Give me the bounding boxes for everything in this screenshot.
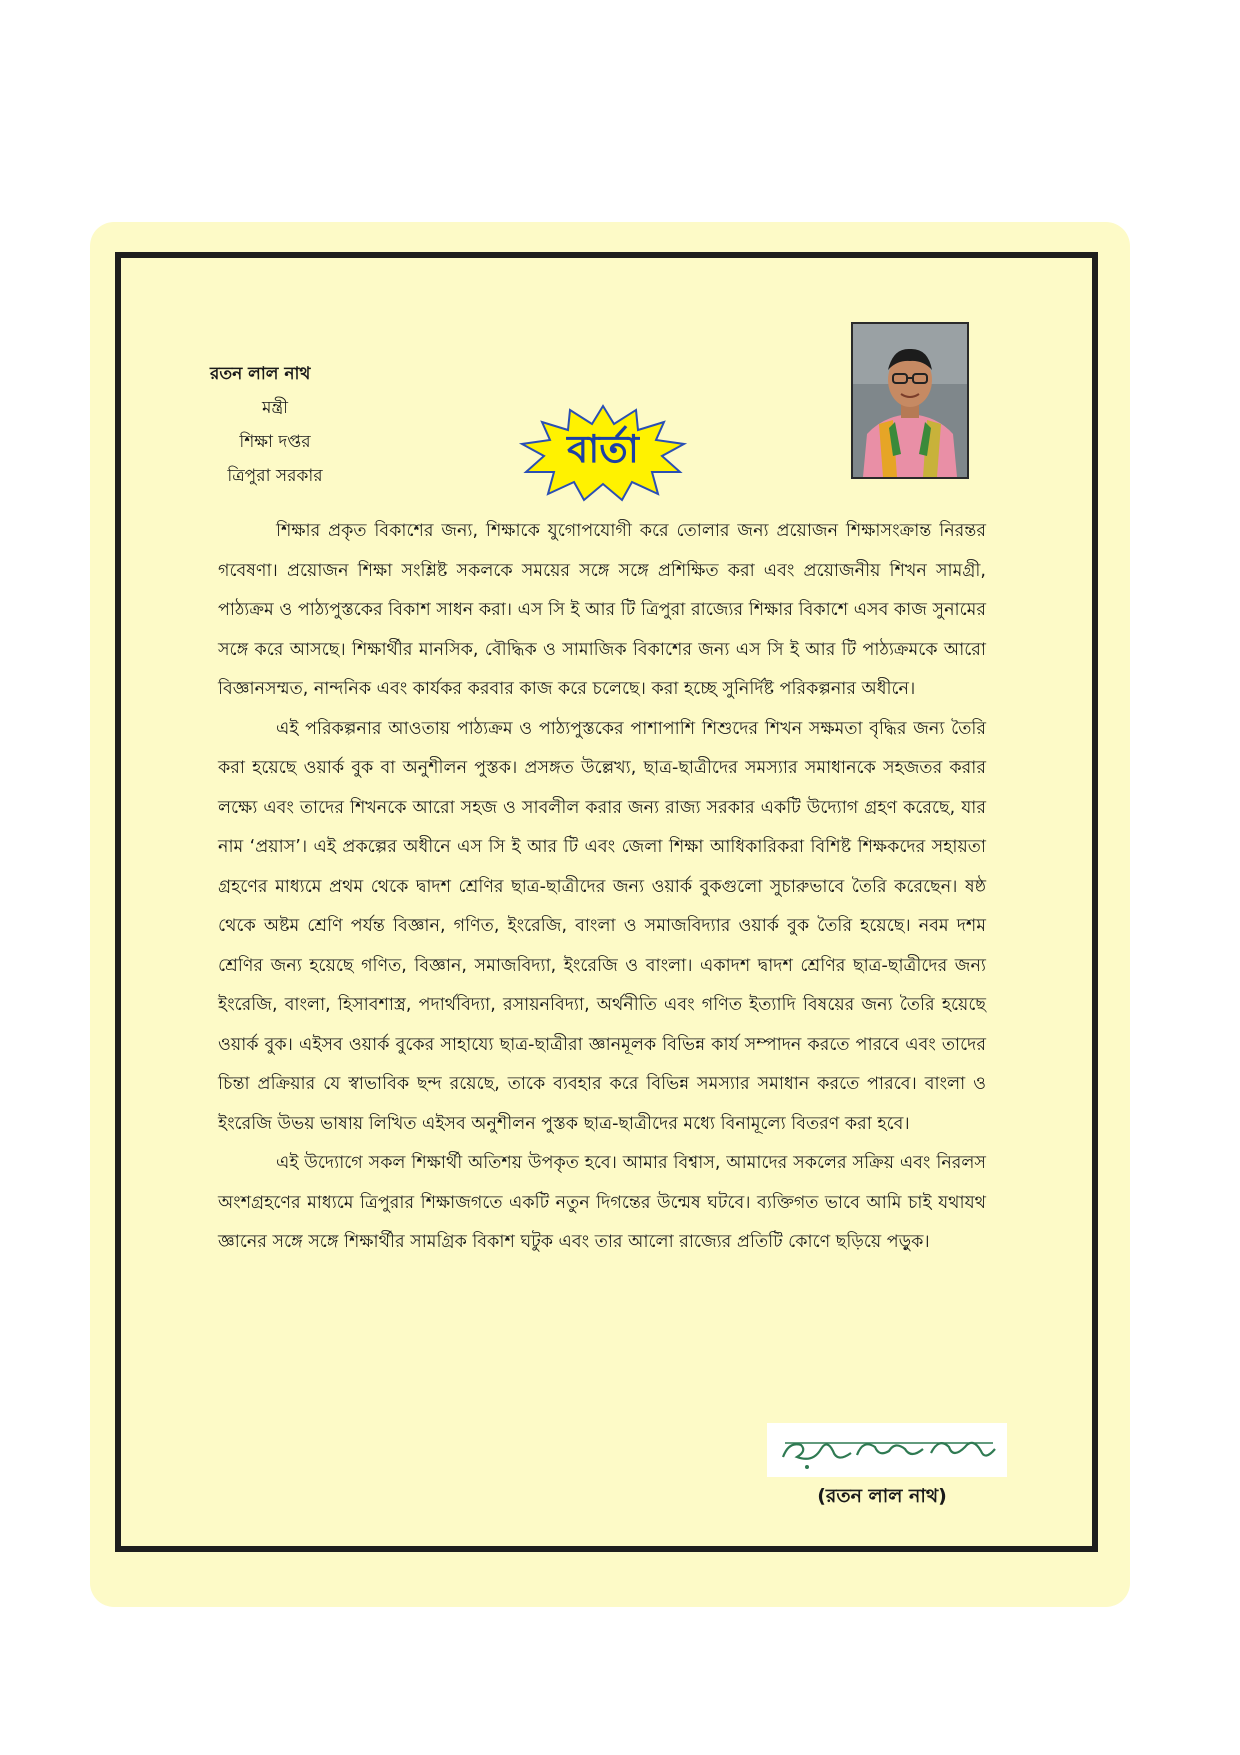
message-paragraph-1: শিক্ষার প্রকৃত বিকাশের জন্য, শিক্ষাকে যুগোপযোগী করে তোলার জন্য প্রয়োজন শিক্ষাসংক্রান্ত নিরন্তর গবেষণা। প্রয়োজন শিক্ষা সংশ্লিষ্ট সকলকে সময়ের সঙ্গে সঙ্গে প্রশিক্ষিত করা এবং প্রয়োজনীয় শিখন সামগ্রী, পাঠ্যক্রম ও পাঠ্যপুস্তকের বিকাশ সাধন করা। এস সি ই আর টি ত্রিপুরা রাজ্যের শিক্ষার বিকাশে এসব কাজ সুনামের সঙ্গে করে আসছে। শিক্ষার্থীর মানসিক, বৌদ্ধিক ও সামাজিক বিকাশের জন্য এস সি ই আর টি পাঠ্যক্রমকে আরো বিজ্ঞানসম্মত, নান্দনিক এবং কার্যকর করবার কাজ করে চলেছে। করা হচ্ছে সুনির্দিষ্ট পরিকল্পনার অধীনে।	[218, 521, 986, 699]
signature-icon	[767, 1423, 1007, 1477]
portrait-icon	[853, 324, 967, 477]
message-badge	[518, 402, 688, 502]
portrait-photo	[851, 322, 969, 479]
sender-department: শিক্ষা দপ্তর	[239, 432, 311, 452]
message-paragraph-2: এই পরিকল্পনার আওতায় পাঠ্যক্রম ও পাঠ্যপুস্তকের পাশাপাশি শিশুদের শিখন সক্ষমতা বৃদ্ধির জন্য তৈরি করা হয়েছে ওয়ার্ক বুক বা অনুশীলন পুস্তক। প্রসঙ্গত উল্লেখ্য, ছাত্র-ছাত্রীদের সমস্যার সমাধানকে সহজতর করার লক্ষ্যে এবং তাদের শিখনকে আরো সহজ ও সাবলীল করার জন্য রাজ্য সরকার একটি উদ্যোগ গ্রহণ করেছে, যার নাম ‘প্রয়াস’। এই প্রকল্পের অধীনে এস সি ই আর টি এবং জেলা শিক্ষা আধিকারিকরা বিশিষ্ট শিক্ষকদের সহায়তা গ্রহণের মাধ্যমে প্রথম থেকে দ্বাদশ শ্রেণির ছাত্র-ছাত্রীদের জন্য ওয়ার্ক বুকগুলো সুচারুভাবে তৈরি করেছেন। ষষ্ঠ থেকে অষ্টম শ্রেণি পর্যন্ত বিজ্ঞান, গণিত, ইংরেজি, বাংলা ও সমাজবিদ্যার ওয়ার্ক বুক তৈরি হয়েছে। নবম দশম শ্রেণির জন্য হয়েছে গণিত, বিজ্ঞান, সমাজবিদ্যা, ইংরেজি ও বাংলা। একাদশ দ্বাদশ শ্রেণির ছাত্র-ছাত্রীদের জন্য ইংরেজি, বাংলা, হিসাবশাস্ত্র, পদার্থবিদ্যা, রসায়নবিদ্যা, অর্থনীতি এবং গণিত ইত্যাদি বিষয়ের জন্য তৈরি হয়েছে ওয়ার্ক বুক। এইসব ওয়ার্ক বুকের সাহায্যে ছাত্র-ছাত্রীরা জ্ঞানমূলক বিভিন্ন কার্য সম্পাদন করতে পারবে এবং তাদের চিন্তা প্রক্রিয়ার যে স্বাভাবিক ছন্দ রয়েছে, তাকে ব্যবহার করে বিভিন্ন সমস্যার সমাধান করতে পারবে। বাংলা ও ইংরেজি উভয় ভাষায় লিখিত এইসব অনুশীলন পুস্তক ছাত্র-ছাত্রীদের মধ্যে বিনামূল্যে বিতরণ করা হবে।	[218, 718, 986, 1134]
signature-image	[767, 1423, 1007, 1477]
sender-name: রতন লাল নাথ	[210, 364, 311, 384]
signer-name: (রতন লাল নাথ)	[817, 1485, 947, 1507]
message-body	[218, 512, 986, 1263]
sender-title: মন্ত্রী	[261, 398, 289, 418]
sender-government: ত্রিপুরা সরকার	[227, 466, 323, 486]
badge-label: বার্তা	[567, 427, 639, 471]
sender-block	[210, 357, 340, 493]
message-paragraph-3: এই উদ্যোগে সকল শিক্ষার্থী অতিশয় উপকৃত হবে। আমার বিশ্বাস, আমাদের সকলের সক্রিয় এবং নিরলস অংশগ্রহণের মাধ্যমে ত্রিপুরার শিক্ষাজগতে একটি নতুন দিগন্তের উন্মেষ ঘটবে। ব্যক্তিগত ভাবে আমি চাই যথাযথ জ্ঞানের সঙ্গে সঙ্গে শিক্ষার্থীর সামগ্রিক বিকাশ ঘটুক এবং তার আলো রাজ্যের প্রতিটি কোণে ছড়িয়ে পড়ুক।	[218, 1153, 986, 1252]
